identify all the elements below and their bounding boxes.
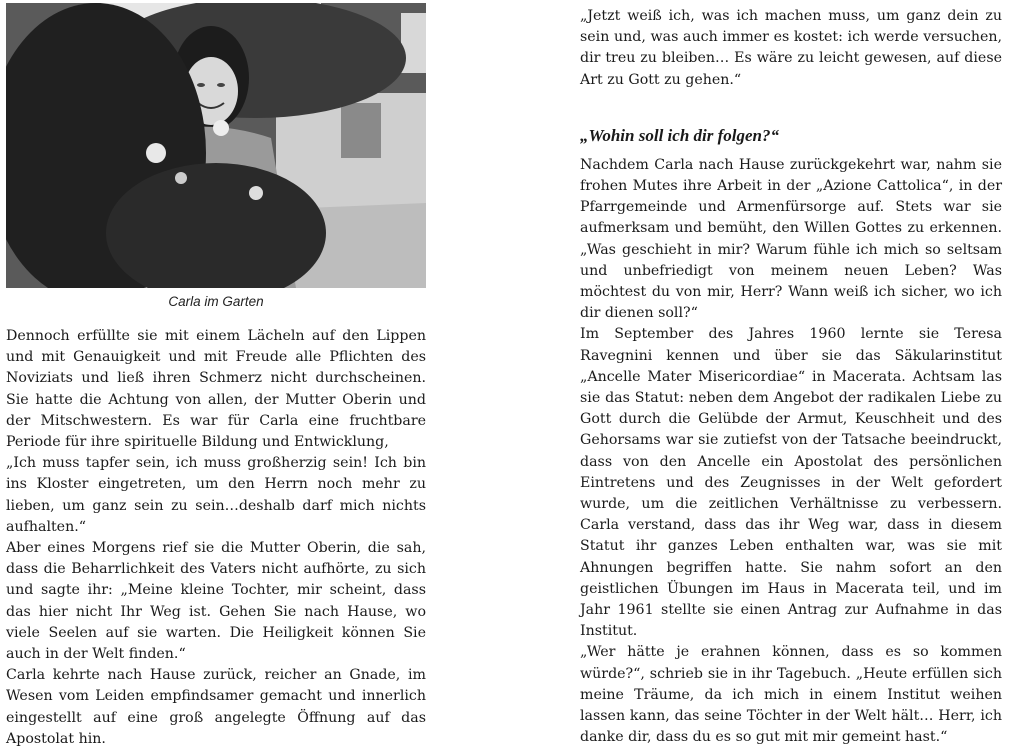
paragraph: Dennoch erfüllte sie mit einem Lächeln auf den Lippen und mit Genauigkeit und mit Freude alle Pflichten des Noviziats und ließ ihren Schmerz nicht durchscheinen. Sie hatte die Achtung von allen, der Mutter Oberin und der Mitschwestern. Es war für Carla eine fruchtbare Periode für ihre spirituelle Bildung und Entwicklung, bbox=[6, 328, 426, 451]
paragraph: Aber eines Morgens rief sie die Mutter Oberin, die sah, dass die Beharrlichkeit des Vaters nicht aufhörte, zu sich und sagte ihr: „Meine kleine Tochter, mir scheint, dass das hier nicht Ihr Weg ist. Gehen Sie nach Hause, wo viele Seelen auf sie warten. Die Heiligkeit können Sie auch in der Welt finden.“ bbox=[6, 540, 426, 663]
photo-carla-in-garden bbox=[6, 3, 426, 288]
paragraph: Nachdem Carla nach Hause zurückgekehrt war, nahm sie frohen Mutes ihre Arbeit in der „Azione Cattolica“, in der Pfarrgemeinde und Armenfürsorge auf. Stets war sie aufmerksam und bemüht, den Willen Gottes zu erkennen. „Was geschieht in mir? Warum fühle ich mich so seltsam und unbefriedigt von meinem neuen Leben? Was möchtest du von mir, Herr? Wann weiß ich sicher, wo ich dir dienen soll?“ bbox=[580, 156, 1002, 322]
photo-caption: Carla im Garten bbox=[168, 294, 264, 309]
paragraph: „Wer hätte je erahnen können, dass es so kommen würde?“, schrieb sie in ihr Tagebuch. „Heute erfüllen sich meine Träume, da ich mich in einem Institut weihen lassen kann, das seine Töchter in der Welt hält… Herr, ich danke dir, dass du es so gut mit mir gemeint hast.“ bbox=[580, 644, 1002, 746]
intro-quote: „Jetzt weiß ich, was ich machen muss, um ganz dein zu sein und, was auch immer es kostet: ich werde versuchen, dir treu zu bleiben… Es wäre zu leicht gewesen, auf diese Art zu Gott zu gehen.“ bbox=[580, 8, 1002, 88]
photo-image bbox=[6, 3, 426, 288]
paragraph: Im September des Jahres 1960 lernte sie Teresa Ravegnini kennen und über sie das Säkularinstitut „Ancelle Mater Misericordiae“ in Macerata. Achtsam las sie das Statut: neben dem Angebot der radikalen Liebe zu Gott durch die Gelübde der Armut, Keuschheit und des Gehorsams war sie zutiefst von der Tatsache beeindruckt, dass von den Ancelle ein Apostolat des persönlichen Eintretens und des Zeugnisses in der Welt gefordert wurde, um die zeitlichen Verhältnisse zu verbessern. Carla verstand, dass das ihr Weg war, dass in diesem Statut ihr ganzes Leben enthalten war, was sie mit Ahnungen begriffen hatte. Sie nahm sofort an den geistlichen Übungen im Haus in Macerata teil, und im Jahr 1961 stellte sie einen Antrag zur Aufnahme in das Institut. bbox=[580, 326, 1002, 640]
right-column bbox=[580, 6, 1002, 749]
quote-paragraph: „Ich muss tapfer sein, ich muss großherzig sein! Ich bin ins Kloster eingetreten, um den Herrn noch mehr zu lieben, um ganz sein zu sein…deshalb darf mich nichts aufhalten.“ bbox=[6, 455, 426, 535]
left-column bbox=[6, 326, 426, 750]
paragraph: Carla kehrte nach Hause zurück, reicher an Gnade, im Wesen vom Leiden empfindsamer gemacht und innerlich eingestellt auf eine groß angelegte Öffnung auf das Apostolat hin. bbox=[6, 667, 426, 747]
section-heading: „Wohin soll ich dir folgen?“ bbox=[580, 125, 779, 145]
